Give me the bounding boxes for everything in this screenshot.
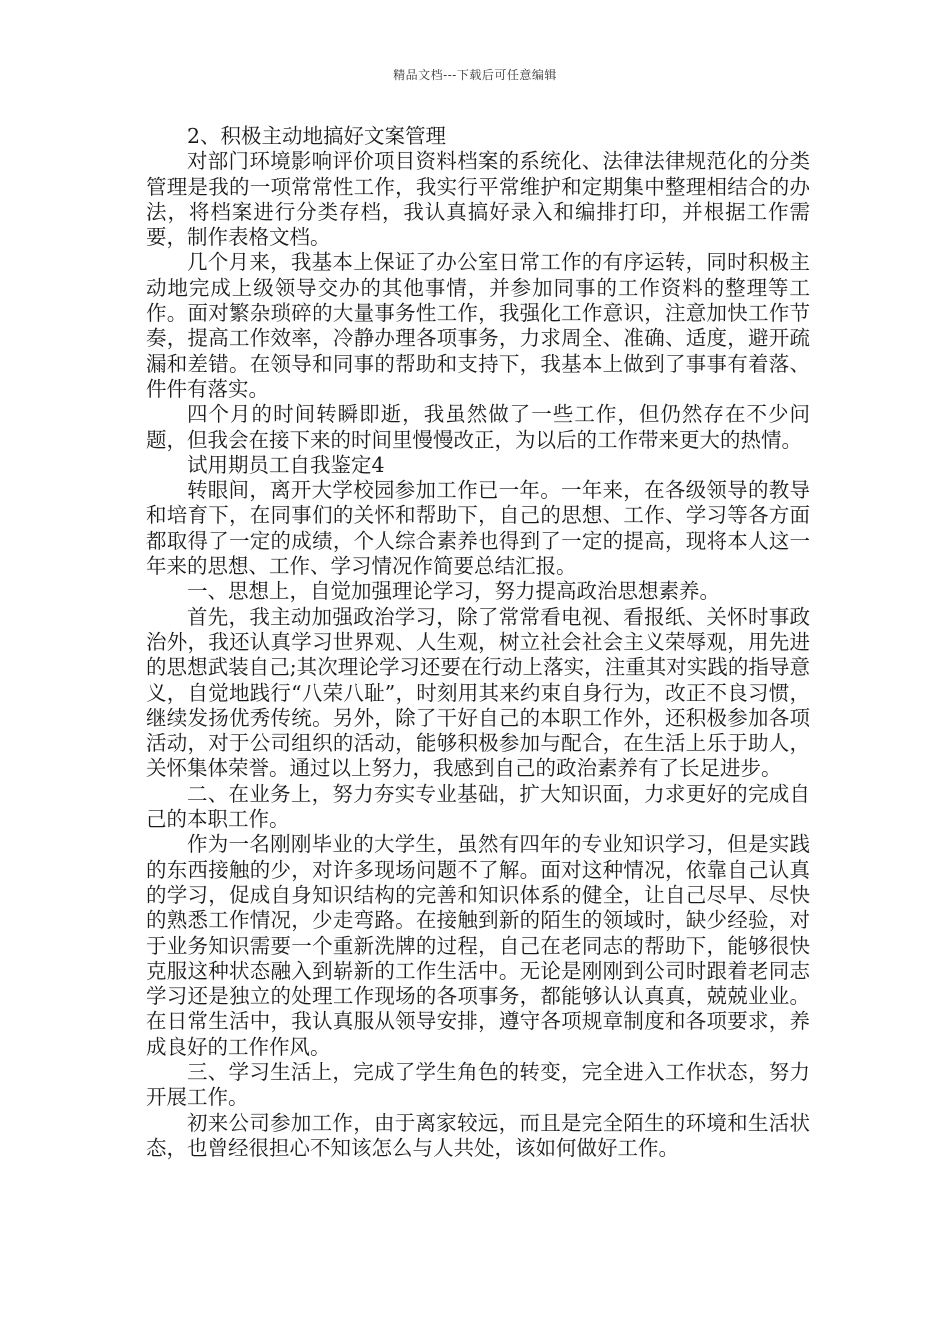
section-title: 试用期员工自我鉴定4 — [187, 452, 385, 477]
section-heading: 三、学习生活上，完成了学生角色的转变，完全进入工作状态，努力开展工作。 — [146, 1059, 810, 1110]
paragraph: 对部门环境影响评价项目资料档案的系统化、法律法律规范化的分类管理是我的一项常常性工作，我实行平常维护和定期集中整理相结合的办法，将档案进行分类存档，我认真搞好录入和编排打印，并根据工作需要，制作表格文档。 — [146, 149, 810, 250]
paragraph: 初来公司参加工作，由于离家较远，而且是完全陌生的环境和生活状态，也曾经很担心不知该怎么与人共处，该如何做好工作。 — [146, 1110, 810, 1160]
section-heading: 二、在业务上，努力夯实专业基础，扩大知识面，力求更好的完成自己的本职工作。 — [146, 781, 810, 832]
paragraph: 转眼间，离开大学校园参加工作已一年。一年来，在各级领导的教导和培育下，在同事们的关怀和帮助下，自己的思想、工作、学习等各方面都取得了一定的成绩，个人综合素养也得到了一定的提高，现将本人这一年来的思想、工作、学习情况作简要总结汇报。 — [146, 478, 810, 579]
section-heading: 一、思想上，自觉加强理论学习，努力提高政治思想素养。 — [187, 579, 720, 604]
paragraph: 首先，我主动加强政治学习，除了常常看电视、看报纸、关怀时事政治外，我还认真学习世界观、人生观，树立社会社会主义荣辱观，用先进的思想武装自己;其次理论学习还要在行动上落实，注重其对实践的指导意义，自觉地践行“八荣八耻”，时刻用其来约束自身行为，改正不良习惯，继续发扬优秀传统。另外，除了干好自己的本职工作外，还积极参加各项活动，对于公司组织的活动，能够积极参加与配合，在生活上乐于助人，关怀集体荣誉。通过以上努力，我感到自己的政治素养有了长足进步。 — [146, 604, 810, 781]
section-heading: 2、积极主动地搞好文案管理 — [187, 124, 447, 148]
paragraph: 几个月来，我基本上保证了办公室日常工作的有序运转，同时积极主动地完成上级领导交办的其他事情，并参加同事的工作资料的整理等工作。面对繁杂琐碎的大量事务性工作，我强化工作意识，注意加快工作节奏，提高工作效率，冷静办理各项事务，力求周全、准确、适度，避开疏漏和差错。在领导和同事的帮助和支持下，我基本上做到了事事有着落、件件有落实。 — [146, 250, 810, 401]
document-body — [146, 124, 810, 1161]
paragraph: 作为一名刚刚毕业的大学生，虽然有四年的专业知识学习，但是实践的东西接触的少，对许多现场问题不了解。面对这种情况，依靠自己认真的学习，促成自身知识结构的完善和知识体系的健全，让自己尽早、尽快的熟悉工作情况，少走弯路。在接触到新的陌生的领域时，缺少经验，对于业务知识需要一个重新洗牌的过程，自己在老同志的帮助下，能够很快克服这种状态融入到崭新的工作生活中。无论是刚刚到公司时跟着老同志学习还是独立的处理工作现场的各项事务，都能够认认真真，兢兢业业。在日常生活中，我认真服从领导安排，遵守各项规章制度和各项要求，养成良好的工作作风。 — [146, 832, 810, 1059]
paragraph: 四个月的时间转瞬即逝，我虽然做了一些工作，但仍然存在不少问题，但我会在接下来的时间里慢慢改正，为以后的工作带来更大的热情。 — [146, 402, 810, 452]
page-header: 精品文档---下载后可任意编辑 — [393, 68, 557, 82]
